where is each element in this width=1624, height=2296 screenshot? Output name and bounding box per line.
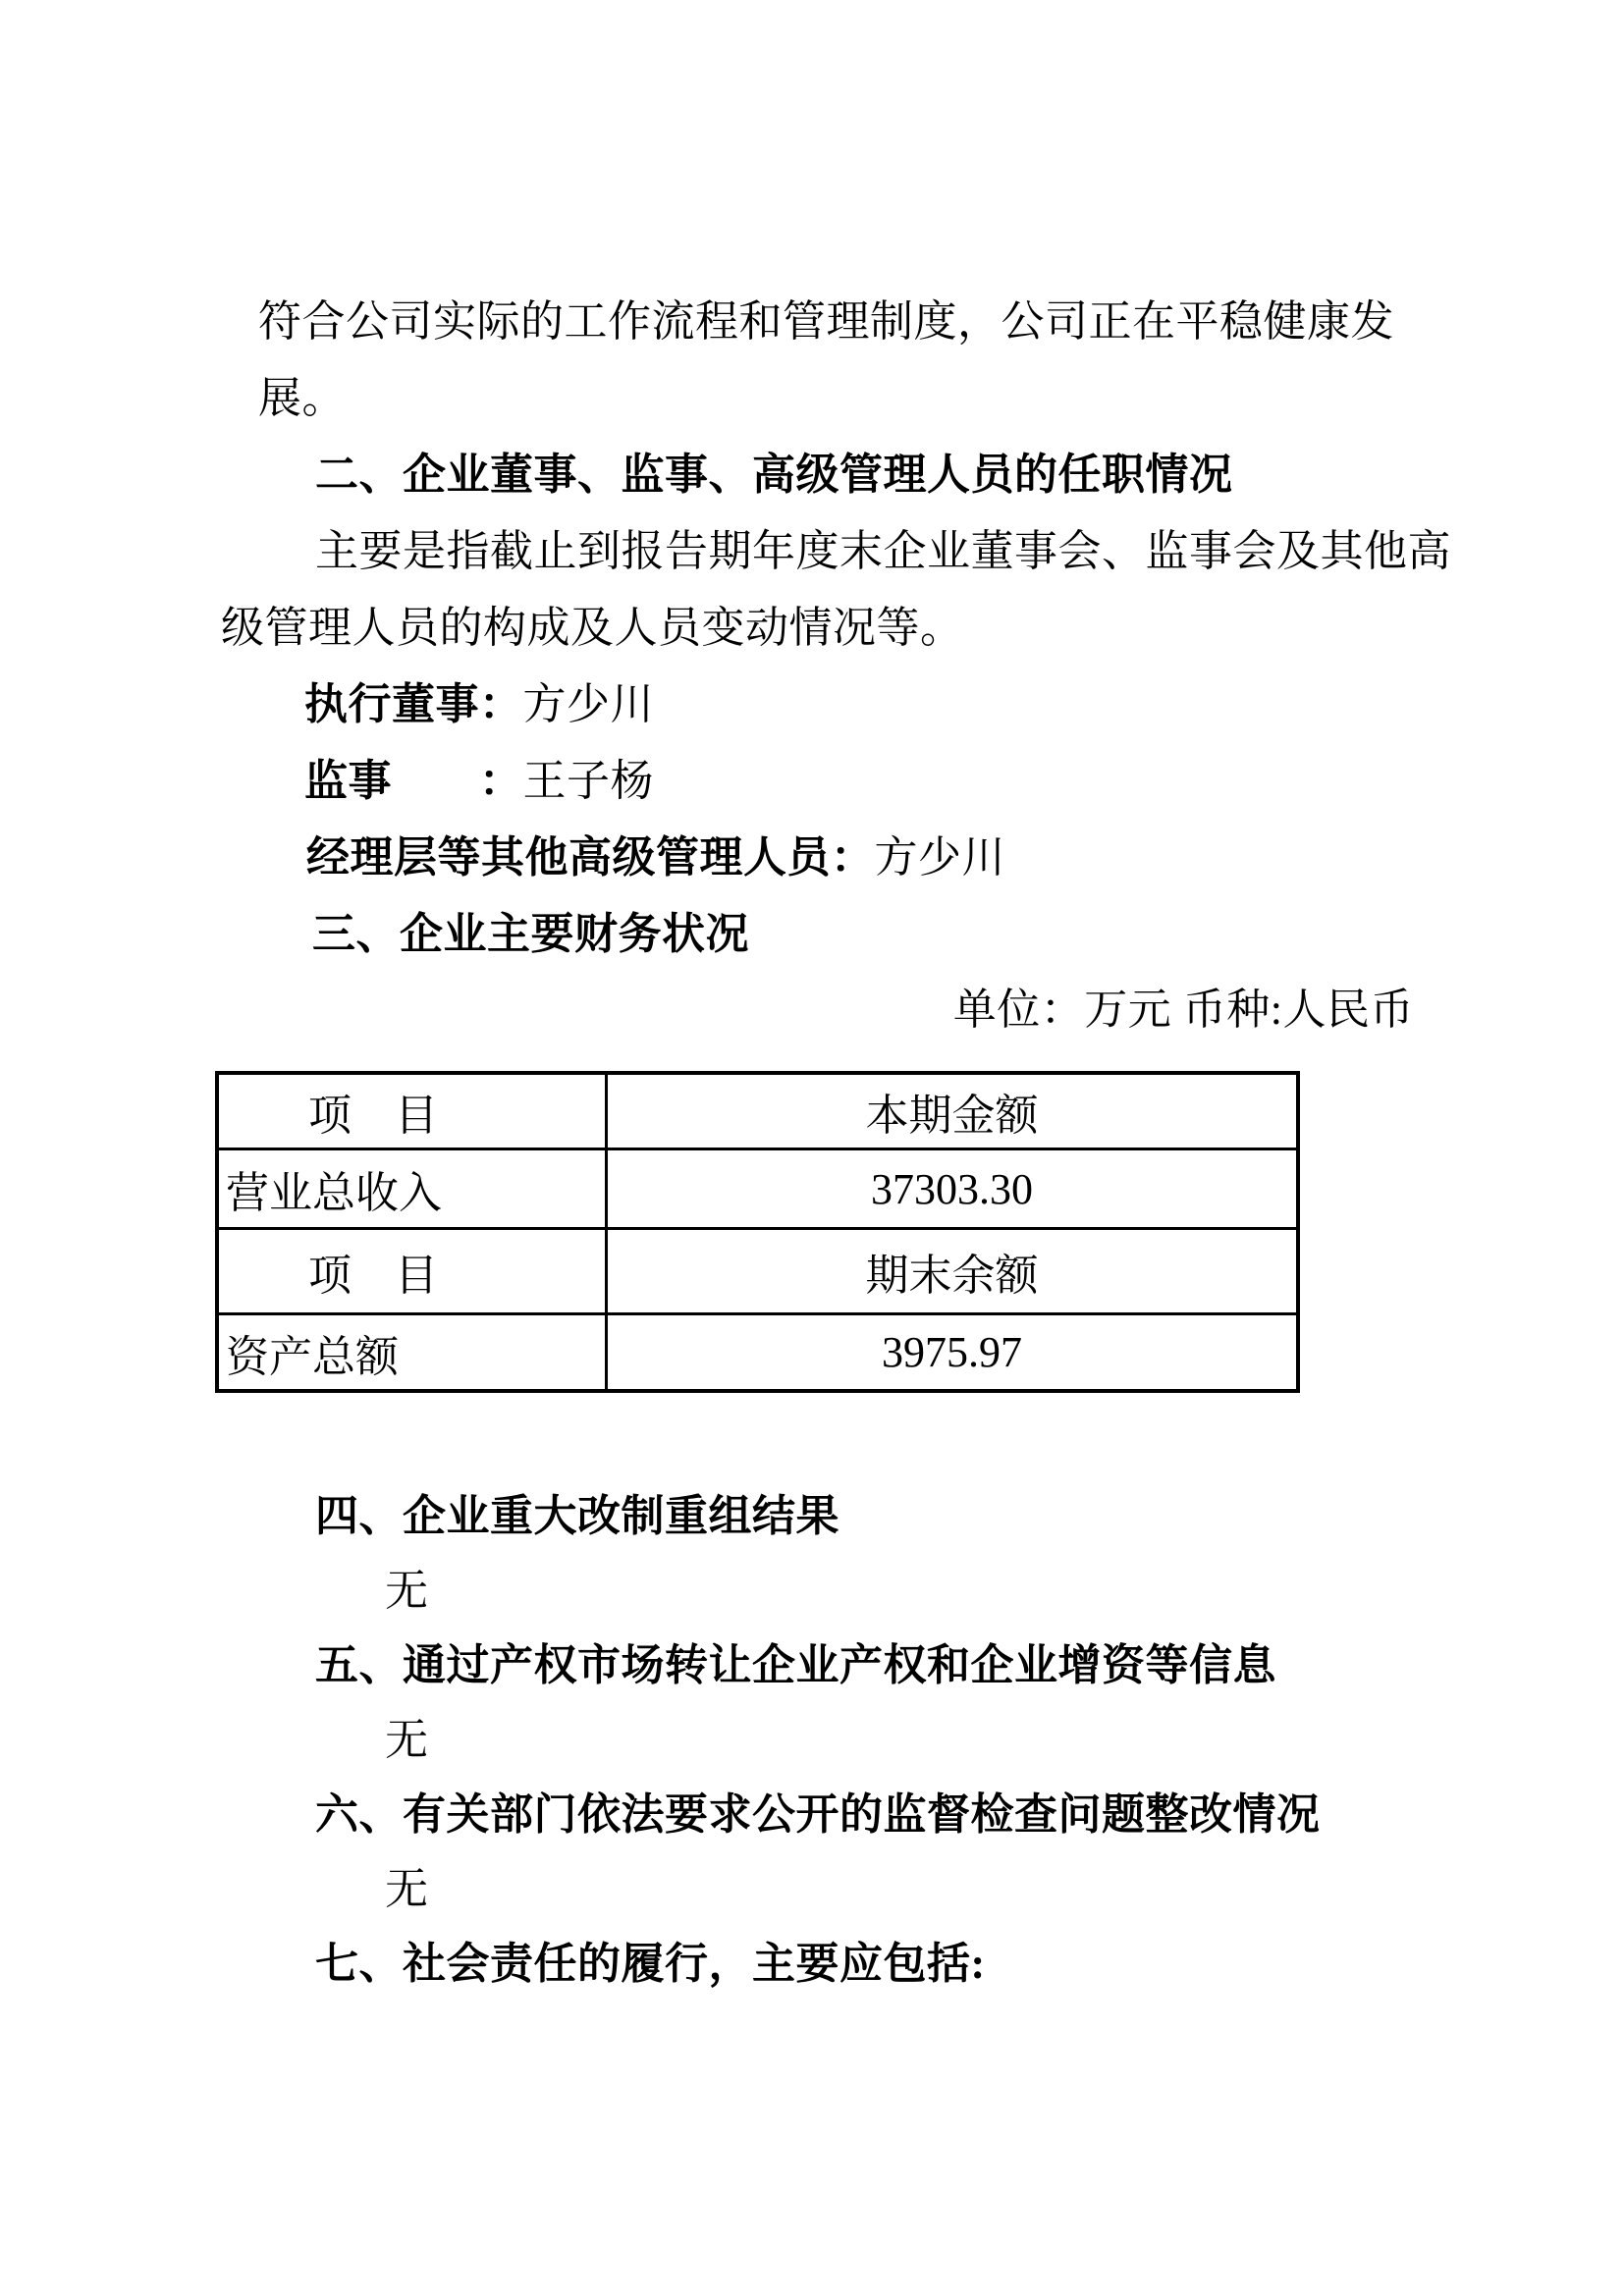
financial-table	[215, 1071, 1300, 1393]
executive-director-label: 执行董事：	[304, 680, 523, 728]
section-6-content-none: 无	[385, 1865, 429, 1913]
table-cell-total-assets-value: 3975.97	[882, 1328, 1022, 1376]
table-header-ending-balance: 期末余额	[865, 1252, 1039, 1300]
table-header-item-2: 项 目	[219, 1230, 608, 1312]
supervisor-name: 王子杨	[522, 757, 654, 805]
section-5-content-none: 无	[385, 1716, 429, 1764]
senior-management-name: 方少川	[874, 833, 1005, 881]
table-cell-total-revenue-value: 37303.30	[871, 1164, 1033, 1213]
table-header-item: 项 目	[219, 1075, 608, 1148]
supervisor-label: 监事 ：	[304, 757, 523, 805]
section-2-paragraph-line-1: 主要是指截止到报告期年度末企业董事会、监事会及其他高	[315, 527, 1451, 575]
section-2-paragraph-line-2: 级管理人员的构成及人员变动情况等。	[221, 604, 964, 652]
senior-management-label: 经理层等其他高级管理人员：	[306, 833, 875, 881]
unit-currency-note: 单位：万元 币种:人民币	[952, 986, 1414, 1034]
supervisor-line	[304, 756, 654, 807]
table-cell-total-revenue: 营业总收入	[219, 1150, 608, 1227]
section-4-heading: 四、企业重大改制重组结果	[315, 1492, 839, 1540]
table-row	[219, 1315, 1296, 1389]
executive-director-line	[304, 679, 654, 730]
table-cell-total-assets: 资产总额	[219, 1315, 608, 1389]
intro-paragraph-line-1: 符合公司实际的工作流程和管理制度，公司正在平稳健康发	[258, 297, 1394, 346]
table-row	[219, 1230, 1296, 1315]
table-header-current-amount: 本期金额	[865, 1092, 1039, 1140]
section-4-content-none: 无	[385, 1567, 429, 1615]
section-3-heading: 三、企业主要财务状况	[312, 910, 749, 958]
intro-paragraph-line-2: 展。	[258, 374, 346, 422]
executive-director-name: 方少川	[522, 680, 654, 728]
section-6-heading: 六、有关部门依法要求公开的监督检查问题整改情况	[315, 1790, 1321, 1839]
section-7-heading: 七、社会责任的履行，主要应包括:	[315, 1940, 986, 1988]
table-row	[219, 1150, 1296, 1230]
section-2-heading: 二、企业董事、监事、高级管理人员的任职情况	[315, 451, 1233, 499]
senior-management-line	[306, 832, 1005, 883]
table-row	[219, 1075, 1296, 1150]
section-5-heading: 五、通过产权市场转让企业产权和企业增资等信息	[315, 1641, 1276, 1689]
